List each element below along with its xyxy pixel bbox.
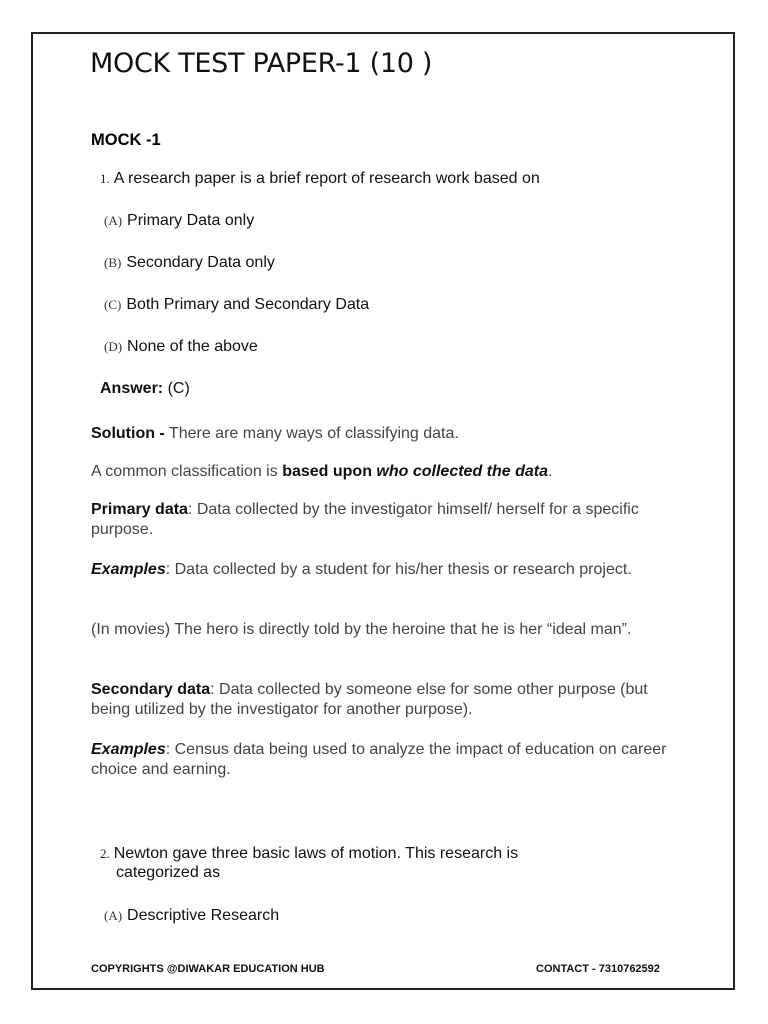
option-a: [104, 907, 279, 925]
answer-label: Answer:: [100, 380, 164, 397]
classification-italic: who collected the data: [376, 463, 549, 480]
movie-paragraph: [91, 620, 691, 640]
option-d: [104, 338, 258, 356]
option-text: Both Primary and Secondary Data: [126, 296, 370, 313]
solution-label: Solution -: [91, 425, 165, 442]
option-b: [104, 254, 275, 272]
option-label: (A): [104, 213, 123, 228]
classification-bold: based upon: [282, 463, 372, 480]
question-text-line-2: categorized as: [116, 864, 221, 881]
question-number: 2.: [100, 846, 110, 861]
question-number: 1.: [100, 171, 110, 186]
classification-text: A common classification is: [91, 463, 278, 480]
solution-text: There are many ways of classifying data.: [168, 425, 459, 442]
footer-copyright: COPYRIGHTS @DIWAKAR EDUCATION HUB: [91, 963, 325, 975]
answer: [100, 380, 190, 398]
examples-paragraph-1: [91, 560, 691, 580]
question-text-line-1: Newton gave three basic laws of motion. This research is: [113, 845, 519, 862]
question-2: [100, 845, 518, 863]
examples-paragraph-2: [91, 740, 691, 780]
page-title: MOCK TEST PAPER-1 (10 ): [90, 48, 433, 79]
option-text: Descriptive Research: [127, 907, 280, 924]
option-label: (D): [104, 339, 123, 354]
examples-text: : Census data being used to analyze the impact of education on career choice and earning.: [91, 741, 667, 778]
movie-text: (In movies) The hero is directly told by the heroine that he is her “ideal man”.: [91, 621, 632, 638]
option-text: Primary Data only: [127, 212, 255, 229]
section-heading: MOCK -1: [91, 131, 161, 149]
classification-paragraph: [91, 462, 691, 482]
option-label: (A): [104, 908, 123, 923]
solution-intro: [91, 424, 691, 444]
secondary-data-label: Secondary data: [91, 681, 211, 698]
option-text: None of the above: [127, 338, 258, 355]
option-label: (B): [104, 255, 122, 270]
examples-label: Examples: [91, 561, 166, 578]
primary-data-paragraph: [91, 500, 691, 540]
primary-data-label: Primary data: [91, 501, 188, 518]
classification-end: .: [548, 463, 553, 480]
secondary-data-text: : Data collected by someone else for some other purpose (but being utilized by the investigator for another purpose).: [91, 681, 648, 718]
option-text: Secondary Data only: [126, 254, 275, 271]
primary-data-text: : Data collected by the investigator himself/ herself for a specific purpose.: [91, 501, 639, 538]
question-text: A research paper is a brief report of research work based on: [113, 170, 540, 187]
option-a: [104, 212, 254, 230]
footer-contact: CONTACT - 7310762592: [536, 963, 660, 975]
examples-label: Examples: [91, 741, 166, 758]
question-2-line-2: [116, 864, 220, 882]
secondary-data-paragraph: [91, 680, 691, 720]
option-label: (C): [104, 297, 122, 312]
question-1: [100, 170, 540, 188]
answer-value: (C): [167, 380, 190, 397]
examples-text: : Data collected by a student for his/her thesis or research project.: [165, 561, 632, 578]
option-c: [104, 296, 369, 314]
